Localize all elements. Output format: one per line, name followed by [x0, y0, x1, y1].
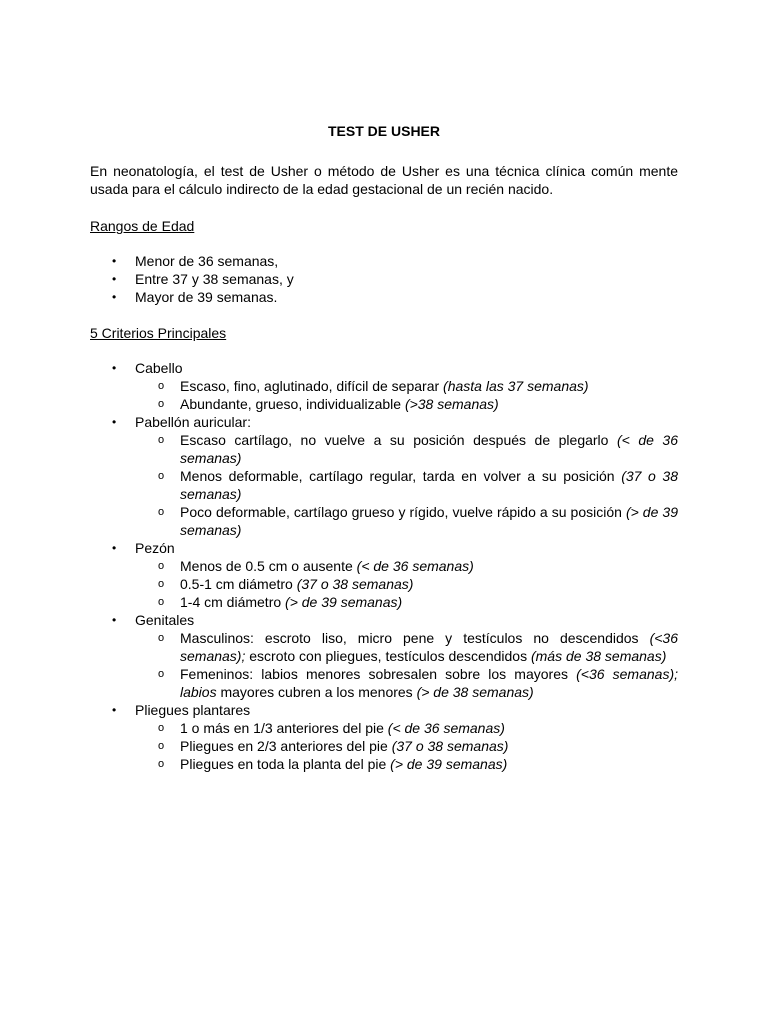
criteria-heading: 5 Criterios Principales — [90, 325, 227, 341]
criterion-name: • Genitales — [90, 611, 678, 629]
item-note: (>38 semanas) — [404, 396, 499, 412]
list-item — [90, 665, 678, 701]
criterion-pabellon-auricular — [90, 413, 678, 539]
list-item — [90, 467, 678, 503]
item-text: Escaso, fino, aglutinado, difícil de separar — [180, 378, 444, 394]
list-item: • Mayor de 39 semanas. — [90, 288, 678, 306]
item-text: Femeninos: labios menores sobresalen sobre los mayores — [180, 666, 577, 682]
item-text: Poco deformable, cartílago grueso y rígido, vuelve rápido a su posición — [180, 504, 626, 520]
item-note: (hasta las 37 semanas) — [443, 378, 589, 394]
item-text: Escaso cartílago, no vuelve a su posición después de plegarlo — [180, 432, 617, 448]
item-note: (más de 38 semanas) — [530, 648, 667, 664]
item-note: (<36 semanas); — [180, 630, 678, 664]
item-text: Menos deformable, cartílago regular, tarda en volver a su posición — [180, 468, 622, 484]
criterion-pliegues-plantares — [90, 701, 678, 773]
list-item — [90, 629, 678, 665]
list-item — [90, 719, 678, 737]
item-note: (> de 38 semanas) — [416, 684, 534, 700]
criterion-items — [90, 557, 678, 611]
criterion-name: • Pezón — [90, 539, 678, 557]
item-note: (< de 36 semanas) — [387, 720, 505, 736]
criterion-genitales — [90, 611, 678, 701]
list-item: • Entre 37 y 38 semanas, y — [90, 270, 678, 288]
criterion-items — [90, 629, 678, 701]
criterion-name: • Pabellón auricular: — [90, 413, 678, 431]
item-note: (> de 39 semanas) — [180, 504, 678, 538]
item-text: mayores cubren a los menores — [216, 684, 417, 700]
item-note: (37 o 38 semanas) — [180, 468, 678, 502]
item-text: 0.5-1 cm diámetro — [180, 576, 297, 592]
list-item — [90, 395, 678, 413]
item-note: (< de 36 semanas) — [356, 558, 474, 574]
criterion-cabello — [90, 359, 678, 413]
list-item — [90, 557, 678, 575]
item-note: (37 o 38 semanas) — [296, 576, 414, 592]
item-text: Menos de 0.5 cm o ausente — [180, 558, 357, 574]
item-text: Pliegues en 2/3 anteriores del pie — [180, 738, 392, 754]
list-item: • Menor de 36 semanas, — [90, 252, 678, 270]
list-item — [90, 431, 678, 467]
criterion-name: • Pliegues plantares — [90, 701, 678, 719]
item-note: (37 o 38 semanas) — [391, 738, 509, 754]
item-note: (> de 39 semanas) — [285, 594, 403, 610]
criterion-items — [90, 431, 678, 539]
ranges-list — [90, 252, 678, 306]
item-text: escroto con pliegues, testículos descendidos — [245, 648, 531, 664]
list-item — [90, 737, 678, 755]
item-text: Pliegues en toda la planta del pie — [180, 756, 391, 772]
item-text: Abundante, grueso, individualizable — [180, 396, 405, 412]
intro-paragraph: En neonatología, el test de Usher o método de Usher es una técnica clínica común mente usada para el cálculo indirecto de la edad gestacional de un recién nacido. — [90, 163, 678, 197]
list-item — [90, 593, 678, 611]
criterion-items — [90, 719, 678, 773]
criterion-pezon — [90, 539, 678, 611]
item-note: (<36 semanas); labios — [180, 666, 678, 700]
list-item — [90, 503, 678, 539]
item-text: 1 o más en 1/3 anteriores del pie — [180, 720, 388, 736]
list-item — [90, 377, 678, 395]
page-title: TEST DE USHER — [327, 123, 440, 139]
item-text: Masculinos: escroto liso, micro pene y testículos no descendidos — [180, 630, 650, 646]
list-item — [90, 575, 678, 593]
item-text: 1-4 cm diámetro — [180, 594, 286, 610]
criteria-list — [90, 359, 678, 773]
criterion-items — [90, 377, 678, 413]
item-note: (< de 36 semanas) — [180, 432, 679, 466]
ranges-heading: Rangos de Edad — [90, 218, 195, 234]
list-item — [90, 755, 678, 773]
item-note: (> de 39 semanas) — [390, 756, 508, 772]
criterion-name: • Cabello — [90, 359, 678, 377]
